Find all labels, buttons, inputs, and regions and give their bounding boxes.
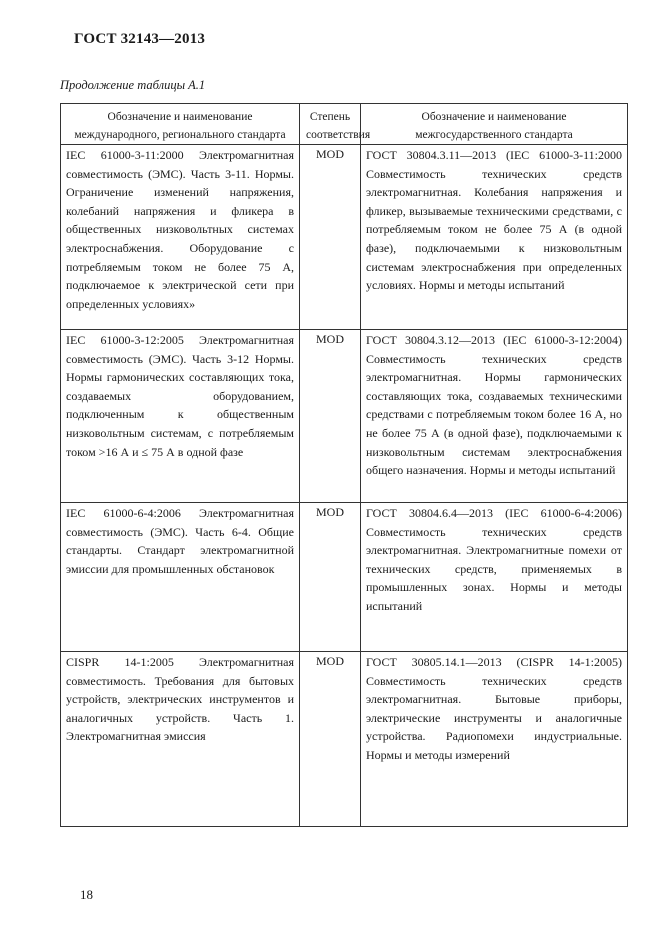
interstate-standard-cell: ГОСТ 30804.3.11—2013 (IEC 61000-3-11:2000 Совместимость технических средств электромагнитная. Колебания напряжения и фликер, вызываемые техническими средствами, с потребляемым током не более 75 А (в одной фазе), подключаемыми к низковольтным системам электроснабжения при определенных условиях. Нормы и методы испытаний	[361, 145, 628, 330]
international-standard-cell: IEC 61000-6-4:2006 Электромагнитная совместимость (ЭМС). Часть 6-4. Общие стандарты. Стандарт электромагнитной эмиссии для промышленных обстановок	[61, 503, 300, 652]
interstate-standard-cell: ГОСТ 30804.6.4—2013 (IEC 61000-6-4:2006) Совместимость технических средств электромагнитная. Электромагнитные помехи от технических средств, применяемых в промышленных зонах. Нормы и методы испытаний	[361, 503, 628, 652]
international-standard-cell: CISPR 14-1:2005 Электромагнитная совместимость. Требования для бытовых устройств, электрических инструментов и аналогичных устройств. Часть 1. Электромагнитная эмиссия	[61, 652, 300, 827]
interstate-standard-cell: ГОСТ 30804.3.12—2013 (IEC 61000-3-12:2004) Совместимость технических средств электромагнитная. Нормы гармонических составляющих тока, создаваемых техническими средствами с потребляемым током более 16 А, но не более 75 А (в одной фазе), подключаемыми к низковольтным системам электроснабжения общего назначения. Нормы и методы испытаний	[361, 330, 628, 503]
header-interstate-standard: Обозначение и наименование межгосударственного стандарта	[361, 104, 628, 145]
table-continuation-caption: Продолжение таблицы А.1	[60, 78, 206, 92]
table-row	[61, 652, 628, 827]
degree-cell: MOD	[300, 503, 361, 652]
degree-cell: MOD	[300, 652, 361, 827]
header-degree-of-correspondence: Степень соответствия	[300, 104, 361, 145]
degree-cell: MOD	[300, 145, 361, 330]
standards-table	[60, 103, 628, 827]
table-row	[61, 503, 628, 652]
international-standard-cell: IEC 61000-3-11:2000 Электромагнитная совместимость (ЭМС). Часть 3-11. Нормы. Ограничение изменений напряжения, колебаний напряжения и фликера в общественных низковольтных системах электроснабжения. Оборудование с потребляемым током не более 75 А, подключаемое к электрической сети при определенных условиях»	[61, 145, 300, 330]
degree-cell: MOD	[300, 330, 361, 503]
table-row	[61, 145, 628, 330]
interstate-standard-cell: ГОСТ 30805.14.1—2013 (CISPR 14-1:2005) Совместимость технических средств электромагнитная. Бытовые приборы, электрические инструменты и аналогичные устройства. Радиопомехи индустриальные. Нормы и методы измерений	[361, 652, 628, 827]
table-header-row	[61, 104, 628, 145]
international-standard-cell: IEC 61000-3-12:2005 Электромагнитная совместимость (ЭМС). Часть 3-12 Нормы. Нормы гармонических составляющих тока, создаваемых оборудованием, подключенным к общественным низковольтным системам, с потребляемым током >16 А и ≤ 75 А в одной фазе	[61, 330, 300, 503]
table-row	[61, 330, 628, 503]
page-number: 18	[80, 887, 93, 902]
header-international-standard: Обозначение и наименование международного, регионального стандарта	[61, 104, 300, 145]
document-header: ГОСТ 32143—2013	[74, 31, 206, 47]
